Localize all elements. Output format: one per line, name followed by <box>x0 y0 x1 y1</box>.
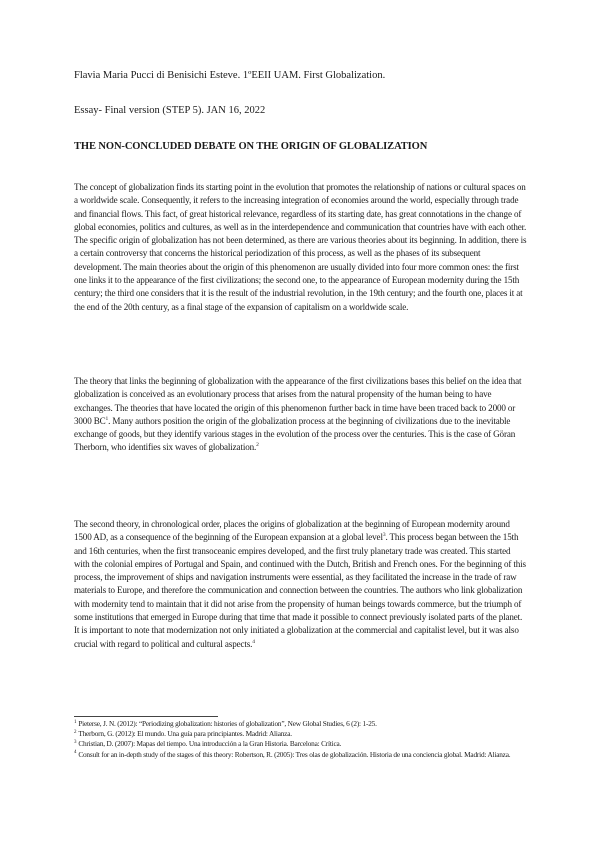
paragraph-3 <box>74 518 528 651</box>
paragraph-2-text-b: . Many authors position the origin of the globalization process at the beginning of civilizations due to the inevitable exchange of goods, but they identify various stages in the evolution of the process over the centuries. This is the case of Göran Therborn, who identifies six waves of globalization. <box>74 415 516 453</box>
footnote-divider <box>74 716 218 717</box>
footnote: $^2$ Therborn, G. (2012): El mundo. Una guía para principiantes. Madrid: Alianza. <box>74 729 292 739</box>
author-line: Flavia Maria Pucci di Benisichi Esteve. 1ºEEII UAM. First Globalization. <box>74 70 386 81</box>
paragraph-3-text-b: . This process began between the 15th and 16th centuries, when the first transoceanic empires developed, and the first truly planetary trade was created. This started with the colonial empires of Portugal and Spain, and continued with the Dutch, British and French ones. For the beginning of this process, the improvement of ships and navigation instruments were essential, as they facilitated the increase in the trade of raw materials to Europe, and therefore the communication and connection between the countries. The authors who link globalization with modernity tend to maintain that it did not arise from the propensity of human beings towards commerce, but the triumph of some institutions that emerged in Europe during that time that made it possible to connect previously isolated parts of the planet. <box>74 532 526 623</box>
footnote-ref-2: 2 <box>256 442 259 449</box>
footnote-ref-4: 4 <box>252 638 255 645</box>
paragraph-2 <box>74 375 528 455</box>
footnote: $^4$ Consult for an in-depth study of the stages of this theory: Robertson, R. (2005): Tres olas de globalización. Historia de una conciencia global. Madrid: Alianza. <box>74 749 511 759</box>
paragraph-3-text-a: The second theory, in chronological order, places the origins of globalization at the beginning of European modernity around 1500 AD, as a consequence of the beginning of the European expansion at a global level <box>74 519 510 543</box>
footnote-ref-3: 3 <box>382 532 386 539</box>
paragraph-1-text: The concept of globalization finds its starting point in the evolution that promotes the relationship of nations or cultural spaces on a worldwide scale. Consequently, it refers to the increasing integration of economies around the world, especially through trade and financial flows. This fact, of great historical relevance, regardless of its starting date, has great connotations in the change of global economies, politics and cultures, as well as in the interdependence and communication that countries have with each other. The specific origin of globalization has not been determined, as there are various theories about its beginning. In addition, there is a certain controversy that concerns the historical periodization of this process, as well as the phases of its subsequent development. The main theories about the origin of this phenomenon are usually divided into four more common ones: the first one links it to the appearance of the first civilizations; the second one, to the appearance of European modernity during the 15th century; the third one considers that it is the result of the industrial revolution, in the 19th century; and the fourth one, places it at the end of the 20th century, as a final stage of the expansion of capitalism on a worldwide scale. <box>74 182 527 312</box>
paragraph-1 <box>74 181 528 314</box>
paragraph-2-text-a: The theory that links the beginning of globalization with the appearance of the first civilizations bases this belief on the idea that globalization is conceived as an evolutionary process that arises from the natural propensity of the human being to have exchanges. The theories that have located the origin of this phenomenon further back in time have been traced back to 2000 or 3000 BC <box>74 376 522 426</box>
footnotes <box>74 719 528 760</box>
paragraph-4-text: It is important to note that modernization not only initiated a globalization at the commercial and capitalist level, but it was also crucial with regard to political and cultural aspects. <box>74 625 519 649</box>
footnote: $^3$ Christian, D. (2007): Mapas del tiempo. Una introducción a la Gran Historia. Barcelona: Crítica. <box>74 739 342 749</box>
footnote-ref-1: 1 <box>105 415 109 422</box>
version-line: Essay- Final version (STEP 5). JAN 16, 2022 <box>74 105 266 116</box>
footnote: $^1$ Pieterse, J. N. (2012): “Periodizing globalization: histories of globalization”, New Global Studies, 6 (2): 1-25. <box>74 719 377 728</box>
essay-title: THE NON-CONCLUDED DEBATE ON THE ORIGIN OF GLOBALIZATION <box>74 141 428 152</box>
